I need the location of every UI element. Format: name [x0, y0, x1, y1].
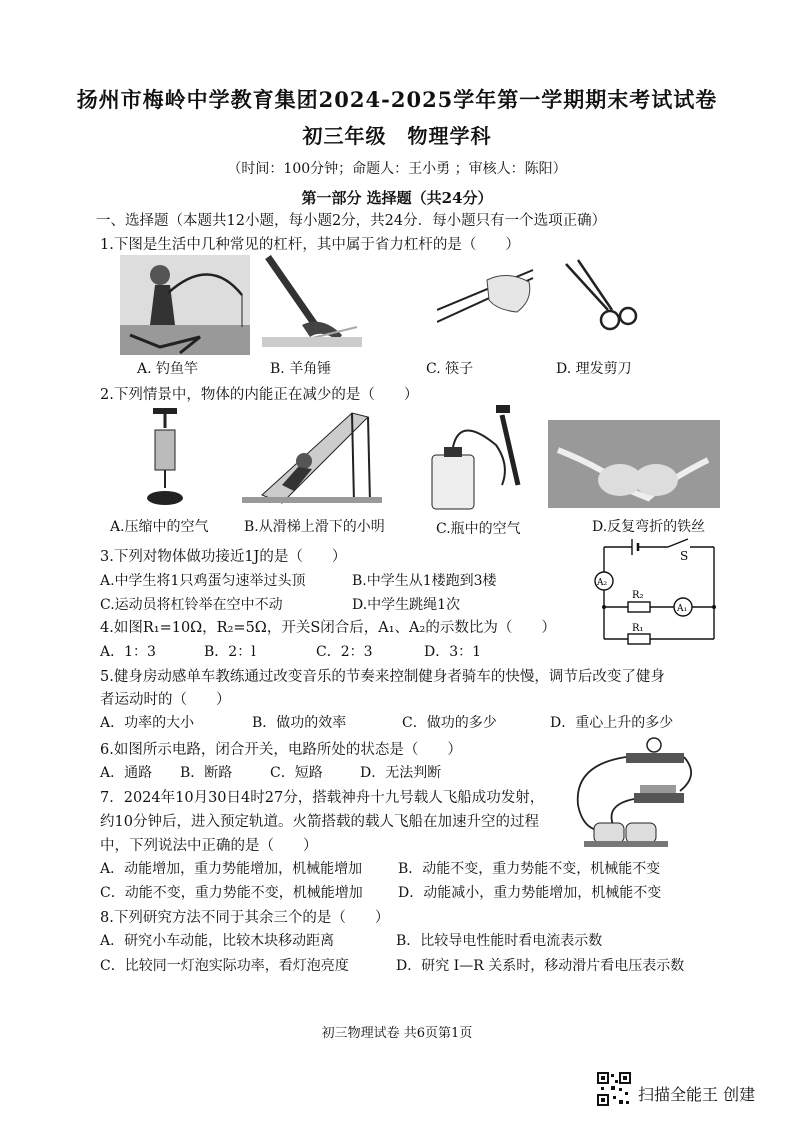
q7-stem-line2: 约10分钟后，进入预定轨道。火箭搭载的载人飞船在加速升空的过程 [100, 814, 539, 830]
qr-code-icon [597, 1072, 631, 1106]
q1-option-b[interactable]: B. 羊角锤 [270, 361, 332, 377]
q7-option-a[interactable]: A．动能增加，重力势能增加，机械能增加 [100, 861, 363, 877]
q1-option-d[interactable]: D. 理发剪刀 [556, 361, 632, 377]
q4-option-b[interactable]: B．2：l [204, 644, 256, 660]
q2-stem: 2.下列情景中，物体的内能正在减少的是（ ） [100, 387, 419, 403]
q2-option-d[interactable]: D.反复弯折的铁丝 [592, 519, 706, 535]
r2-label: R₂ [632, 590, 644, 601]
q1-option-a[interactable]: A. 钓鱼竿 [137, 361, 199, 377]
q8-option-b[interactable]: B．比较导电性能时看电流表示数 [396, 933, 603, 949]
q6-option-c[interactable]: C．短路 [270, 765, 323, 781]
q6-option-d[interactable]: D．无法判断 [360, 765, 442, 781]
q2-option-b[interactable]: B.从滑梯上滑下的小明 [244, 519, 385, 535]
q5-option-a[interactable]: A．功率的大小 [100, 715, 195, 731]
compressed-air-image [135, 408, 195, 508]
hair-scissors-image [562, 258, 642, 338]
q4-option-d[interactable]: D．3：1 [424, 644, 482, 660]
q3-option-a[interactable]: A.中学生将1只鸡蛋匀速举过头顶 [100, 573, 306, 589]
q7-option-b[interactable]: B．动能不变，重力势能不变，机械能不变 [398, 861, 661, 877]
q4-option-a[interactable]: A．1：3 [100, 644, 156, 660]
q2-option-c[interactable]: C.瓶中的空气 [436, 521, 521, 537]
q7-stem-line1: 7．2024年10月30日4时27分，搭载神舟十九号载人飞船成功发射， [100, 790, 545, 806]
ammeter-a2-label: A₂ [597, 578, 608, 588]
exam-title: 扬州市梅岭中学教育集团2024-2025学年第一学期期末考试试卷 [76, 87, 718, 112]
q5-stem-line2: 者运动时的（ ） [100, 692, 231, 708]
exam-info: （时间：100分钟；命题人：王小勇 ；审核人：陈阳） [227, 161, 567, 177]
slide-image [242, 405, 382, 505]
q7-option-c[interactable]: C．动能不变，重力势能不变，机械能增加 [100, 885, 363, 901]
q6-option-b[interactable]: B．断路 [180, 765, 233, 781]
q4-option-c[interactable]: C．2：3 [316, 644, 373, 660]
bottle-air-image [430, 405, 530, 513]
claw-hammer-image [262, 255, 362, 350]
q3-stem: 3.下列对物体做功接近1J的是（ ） [100, 549, 347, 565]
ammeter-a1-label: A₁ [677, 604, 688, 614]
q1-option-c[interactable]: C. 筷子 [426, 361, 474, 377]
page-footer: 初三物理试卷 共6页第1页 [321, 1026, 473, 1041]
q4-stem: 4.如图R₁=10Ω，R₂=5Ω，开关S闭合后，A₁、A₂的示数比为（ ） [100, 620, 556, 636]
fishing-rod-image [120, 255, 250, 355]
q8-option-a[interactable]: A．研究小车动能，比较木块移动距离 [100, 933, 335, 949]
part-heading: 第一部分 选择题（共24分） [301, 189, 493, 207]
q3-option-d[interactable]: D.中学生跳绳1次 [352, 597, 461, 613]
q2-option-a[interactable]: A.压缩中的空气 [110, 519, 209, 535]
q1-stem: 1.下图是生活中几种常见的杠杆，其中属于省力杠杆的是（ ） [100, 237, 520, 253]
q6-stem: 6.如图所示电路，闭合开关，电路所处的状态是（ ） [100, 742, 462, 758]
q7-stem-line3: 中，下列说法中正确的是（ ） [100, 838, 318, 854]
q5-option-b[interactable]: B．做功的效率 [252, 715, 347, 731]
q5-option-c[interactable]: C．做功的多少 [402, 715, 497, 731]
bent-wire-image [548, 420, 720, 508]
q7-option-d[interactable]: D．动能减小，重力势能增加，机械能不变 [398, 885, 662, 901]
section-instructions: 一、选择题（本题共12小题，每小题2分，共24分．每小题只有一个选项正确） [96, 213, 607, 229]
q8-option-c[interactable]: C．比较同一灯泡实际功率，看灯泡亮度 [100, 958, 349, 974]
q8-option-d[interactable]: D．研究 I—R 关系时，移动滑片看电压表示数 [396, 958, 685, 974]
grade-subject: 初三年级 物理学科 [302, 124, 492, 148]
chopsticks-image [437, 260, 537, 342]
q6-option-a[interactable]: A．通路 [100, 765, 153, 781]
switch-label: S [680, 549, 689, 563]
q5-stem-line1: 5.健身房动感单车教练通过改变音乐的节奏来控制健身者骑车的快慢，调节后改变了健身 [100, 669, 665, 685]
q6-circuit-image [574, 735, 704, 850]
q3-option-c[interactable]: C.运动员将杠铃举在空中不动 [100, 597, 283, 613]
q4-circuit-diagram [584, 535, 724, 645]
q3-option-b[interactable]: B.中学生从1楼跑到3楼 [352, 573, 497, 589]
q5-option-d[interactable]: D．重心上升的多少 [550, 715, 674, 731]
r1-label: R₁ [632, 623, 644, 634]
q8-stem: 8.下列研究方法不同于其余三个的是（ ） [100, 910, 390, 926]
scanner-watermark: 扫描全能王 创建 [638, 1085, 756, 1104]
